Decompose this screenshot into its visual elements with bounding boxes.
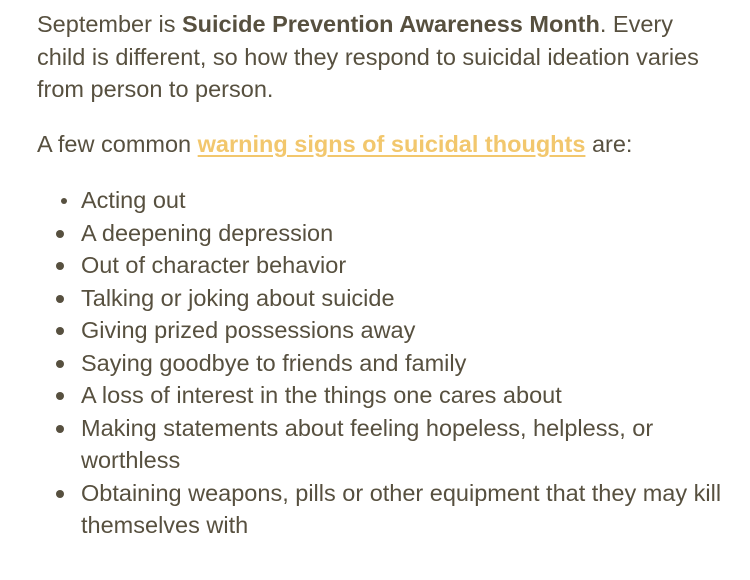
list-item-text: Acting out — [81, 187, 186, 213]
list-item-text: Out of character behavior — [81, 252, 347, 278]
list-item-text: Saying goodbye to friends and family — [81, 349, 467, 376]
list-item-text: A deepening depression — [81, 219, 334, 246]
list-item — [37, 184, 727, 217]
list-item — [37, 249, 727, 282]
bullet-icon — [56, 295, 64, 303]
warning-signs-link[interactable]: warning signs of suicidal thoughts — [197, 130, 586, 157]
list-item-text: Making statements about feeling hopeless, helpless, or worthless — [81, 414, 654, 473]
bullet-icon — [56, 392, 64, 400]
intro-prefix: September is — [37, 11, 182, 37]
article-content — [37, 8, 727, 542]
list-item-text: Talking or joking about suicide — [81, 284, 395, 311]
bullet-icon — [61, 198, 67, 204]
warning-signs-list — [37, 184, 727, 542]
signs-intro-prefix: A few common — [37, 130, 198, 157]
list-item — [37, 217, 727, 250]
bullet-icon — [56, 327, 64, 335]
list-item — [37, 477, 727, 542]
list-item — [37, 412, 727, 477]
list-item-text: Obtaining weapons, pills or other equipment that they may kill themselves with — [81, 479, 722, 538]
list-item — [37, 347, 727, 380]
bullet-icon — [56, 425, 64, 433]
bullet-icon — [56, 490, 64, 498]
list-item — [37, 282, 727, 315]
intro-suffix: . Every child is different, so how they respond to suicidal ideation varies from person to person. — [37, 11, 699, 102]
intro-paragraph — [37, 8, 727, 106]
bullet-icon — [56, 262, 64, 270]
list-item — [37, 314, 727, 347]
bullet-icon — [56, 230, 64, 238]
list-item-text: A loss of interest in the things one cares about — [81, 382, 562, 408]
bullet-icon — [56, 360, 64, 368]
signs-intro-paragraph — [37, 128, 727, 161]
list-item-text: Giving prized possessions away — [81, 317, 416, 343]
signs-intro-suffix: are: — [585, 130, 633, 157]
list-item — [37, 379, 727, 412]
awareness-month-title: Suicide Prevention Awareness Month — [181, 11, 600, 37]
